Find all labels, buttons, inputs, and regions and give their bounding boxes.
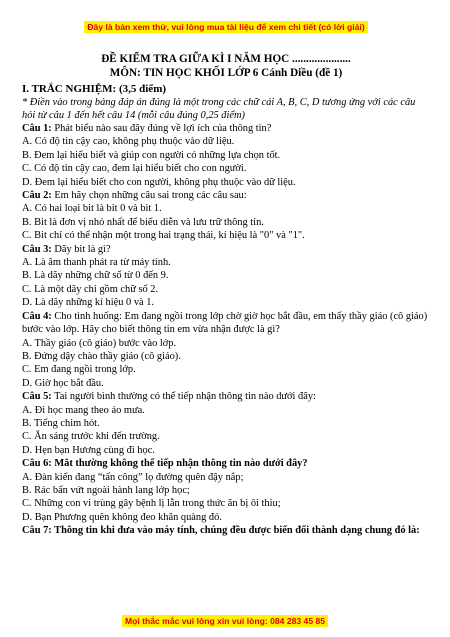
option: D. Bạn Phương quên không đeo khăn quàng đỏ. (22, 511, 222, 523)
option: C. Có độ tin cậy cao, đem lại hiểu biết cho con người. (22, 163, 247, 175)
preview-notice-banner (22, 22, 430, 32)
question-text: Em hãy chọn những câu sai trong các câu sau: (51, 190, 247, 202)
option: C. Ăn sáng trước khi đến trường. (22, 431, 160, 443)
option: C. Là một dãy chỉ gồm chữ số 2. (22, 283, 159, 295)
question-text: Tai người bình thường có thể tiếp nhận thông tin nào dưới đây: (51, 391, 316, 403)
question-4 (22, 310, 430, 337)
question-text: Phát biểu nào sau đây đúng về lợi ích của thông tin? (51, 123, 272, 134)
question-1 (22, 122, 430, 135)
option: A. Có độ tin cậy cao, không phụ thuộc vào dữ liệu. (22, 136, 235, 148)
contact-text: Mọi thắc mắc vui lòng xin vui lòng: 084 283 45 85 (122, 615, 328, 627)
preview-notice-text: Đây là bản xem thử, vui lòng mua tài liệu để xem chi tiết (có lời giải) (84, 21, 367, 33)
question-label: Câu 3: (22, 243, 52, 255)
section-heading: I. TRẮC NGHIỆM: (3,5 điểm) (22, 83, 167, 95)
question-label: Câu 7: (22, 525, 52, 537)
exam-subtitle: MÔN: TIN HỌC KHỐI LỚP 6 Cánh Diều (đề 1) (109, 67, 343, 79)
option: B. Bit là đơn vị nhỏ nhất để biểu diễn và lưu trữ thông tin. (22, 216, 264, 228)
question-6 (22, 457, 430, 470)
option: D. Là dãy những kí hiệu 0 và 1. (22, 297, 155, 309)
question-7 (22, 524, 430, 537)
question-5 (22, 390, 430, 403)
option: B. Là dãy những chữ số từ 0 đến 9. (22, 270, 169, 282)
option: D. Giờ học bắt đầu. (22, 377, 104, 389)
question-list (22, 122, 430, 457)
option: A. Đi học mang theo áo mưa. (22, 404, 145, 416)
contact-banner (0, 616, 450, 626)
question-label: Câu 4: (22, 310, 52, 322)
question-label: Câu 6: (22, 458, 52, 470)
question-label: Câu 1: (22, 123, 52, 134)
option: B. Đứng dậy chào thầy giáo (cô giáo). (22, 350, 181, 362)
option: A. Có hai loại bit là bit 0 và bit 1. (22, 203, 162, 215)
option: C. Bit chỉ có thể nhận một trong hai trạng thái, kí hiệu là "0" và "1". (22, 230, 305, 242)
option: B. Đem lại hiểu biết và giúp con người có những lựa chọn tốt. (22, 149, 281, 161)
option: D. Đem lại hiểu biết cho con người, không phụ thuộc vào dữ liệu. (22, 176, 296, 188)
question-3 (22, 243, 430, 256)
option: B. Tiếng chim hót. (22, 417, 100, 429)
option: B. Rác bẩn vứt ngoài hành lang lớp học; (22, 484, 190, 496)
exam-title: ĐỀ KIỂM TRA GIỮA KÌ I NĂM HỌC ..................... (101, 53, 351, 65)
question-label: Câu 2: (22, 190, 52, 202)
question-text: Dãy bit là gì? (51, 243, 111, 255)
question-text: Mắt thường không thể tiếp nhận thông tin nào dưới đây? (51, 458, 308, 470)
option: A. Thầy giáo (cô giáo) bước vào lớp. (22, 337, 177, 349)
question-2 (22, 189, 430, 202)
option: C. Em đang ngồi trong lớp. (22, 364, 136, 376)
question-label: Câu 5: (22, 391, 52, 403)
option: C. Những con vi trùng gây bệnh lị lẫn trong thức ăn bị ôi thiu; (22, 498, 281, 510)
option: A. Đàn kiến đang “tấn công” lọ đường quên đậy nắp; (22, 471, 244, 483)
instruction-text: * Điền vào trong bảng đáp án đúng là một trong các chữ cái A, B, C, D tương ứng với các câu hỏi từ câu 1 đến hết câu 14 (mỗi câu đúng 0,25 điểm) (22, 97, 416, 121)
option: A. Là âm thanh phát ra từ máy tính. (22, 257, 171, 269)
option: D. Hẹn bạn Hương cùng đi học. (22, 444, 155, 456)
question-text: Thông tin khi đưa vào máy tính, chúng đều được biến đổi thành dạng chung đó là: (51, 525, 420, 537)
question-text: Cho tình huống: Em đang ngồi trong lớp chờ giờ học bắt đầu, em thấy thầy giáo (cô giáo) bước vào lớp. Hãy cho biết thông tin em vừa nhận được là gì? (22, 310, 428, 336)
